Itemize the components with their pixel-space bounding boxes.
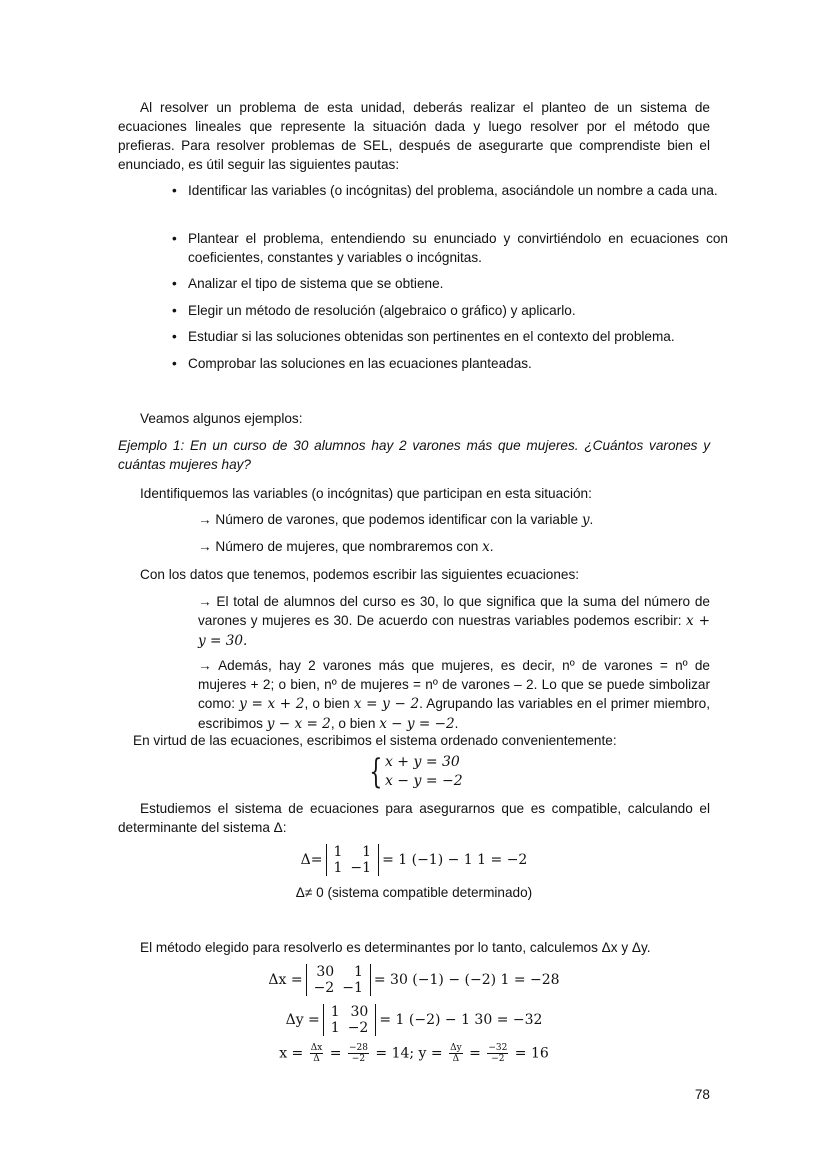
identify-text: Identifiquemos las variables (o incógnitas) que participan en esta situación: [140, 486, 592, 501]
numerator: −28 [348, 1043, 368, 1053]
math: x − y = −2 [379, 716, 455, 732]
denominator: Δ [313, 1054, 320, 1064]
estudiemos-text: Estudiemos el sistema de ecuaciones para asegurarnos que es compatible, calculando el determinante del sistema Δ: [118, 801, 710, 835]
equation-1-paragraph [198, 592, 710, 651]
denominator: −2 [351, 1054, 366, 1064]
equation-system [0, 753, 828, 791]
arrow-icon: → [198, 512, 212, 527]
delta-x-equation [0, 964, 828, 996]
denominator: −2 [491, 1054, 505, 1064]
bullet-item [170, 301, 728, 320]
result: = 1 (−2) − 1 30 = −32 [379, 1012, 543, 1028]
bullet-icon: • [172, 329, 177, 344]
cell: 1 [353, 964, 363, 980]
cell: −1 [350, 860, 372, 876]
intro-paragraph: Al resolver un problema de esta unidad, deberás realizar el planteo de un sistema de ecuaciones lineales que represente la situación dada y luego resolver por el método que prefieras. Para resolver problemas de SEL, después de asegurarte que comprendiste bien el enunciado, es útil seguir las siguientes pautas: [118, 100, 710, 172]
numerator: −32 [488, 1043, 508, 1053]
math: x + y = 30. [198, 613, 710, 649]
text: = [329, 1045, 342, 1062]
text: . [454, 716, 459, 731]
text: = 14; y = [375, 1045, 443, 1062]
fraction [449, 1043, 463, 1064]
bullet-item [170, 274, 728, 293]
punct: . [489, 539, 494, 554]
var-text: Número de varones, que podemos identificar con la variable [215, 512, 582, 527]
example-statement: Ejemplo 1: En un curso de 30 alumnos hay 2 varones más que mujeres. ¿Cuántos varones y cuántas mujeres hay? [118, 438, 710, 472]
bullet-text: Comprobar las soluciones en las ecuaciones planteadas. [188, 356, 532, 371]
determinant [306, 964, 371, 996]
label: Δy = [285, 1012, 320, 1028]
page-number: 78 [694, 1087, 710, 1102]
brace-icon: { [369, 752, 383, 792]
cell: 1 [333, 844, 343, 860]
equation-2-paragraph [198, 656, 710, 734]
punct: . [589, 512, 594, 527]
cell: −2 [347, 1020, 369, 1036]
bullet-icon: • [172, 356, 177, 371]
fraction [348, 1043, 369, 1064]
bullet-text: Estudiar si las soluciones obtenidas son pertinentes en el contexto del problema. [188, 329, 675, 344]
virtud-text: En virtud de las ecuaciones, escribimos el sistema ordenado convenientemente: [133, 733, 617, 748]
var-symbol: y [581, 512, 590, 528]
numerator: Δx [310, 1043, 323, 1053]
cell: 1 [330, 1004, 340, 1020]
math: y − x = 2 [266, 716, 331, 732]
text: , o bien [304, 696, 354, 711]
cell: 1 [362, 844, 372, 860]
text: , o bien [330, 716, 380, 731]
bullet-item [170, 229, 728, 267]
var-text: Número de mujeres, que nombraremos con [215, 539, 483, 554]
cell: 30 [316, 964, 335, 980]
text: = [469, 1045, 481, 1062]
fraction [310, 1043, 324, 1064]
bullet-item [170, 181, 728, 200]
bullet-icon: • [172, 231, 177, 246]
bullet-item [170, 327, 728, 346]
math: y = x + 2 [239, 696, 305, 712]
variable-y-line [198, 510, 593, 530]
denominator: Δ [452, 1054, 460, 1064]
cell: −2 [313, 980, 335, 996]
arrow-icon: → [198, 594, 212, 609]
examples-heading: Veamos algunos ejemplos: [140, 411, 303, 426]
text: = 16 [514, 1045, 549, 1062]
delta-equation [0, 844, 828, 876]
math: x = y − 2 [353, 696, 420, 712]
variable-x-line [198, 537, 494, 557]
bullet-icon: • [172, 303, 177, 318]
delta-note: Δ≠ 0 (sistema compatible determinado) [295, 885, 533, 900]
solution-equation [0, 1043, 828, 1064]
bullet-text: Elegir un método de resolución (algebraico o gráfico) y aplicarlo. [188, 303, 576, 318]
cell: −1 [342, 980, 363, 996]
arrow-icon: → [198, 539, 212, 554]
bullet-text: Plantear el problema, entendiendo su enunciado y convirtiéndolo en ecuaciones con coeficientes, constantes y variables o incógnitas. [188, 231, 728, 265]
label: Δx = [268, 972, 303, 988]
bullet-text: Analizar el tipo de sistema que se obtiene. [188, 276, 444, 291]
result: = 30 (−1) − (−2) 1 = −28 [373, 972, 560, 988]
result: = 1 (−1) − 1 1 = −2 [382, 852, 528, 868]
fraction [487, 1043, 508, 1064]
bullet-text: Identificar las variables (o incógnitas) del problema, asociándole un nombre a cada una. [188, 183, 718, 198]
arrow-icon: → [198, 658, 212, 673]
determinant [326, 844, 380, 876]
cell: 30 [350, 1004, 369, 1020]
determinant [323, 1004, 377, 1036]
bullet-icon: • [172, 183, 177, 198]
cell: 1 [330, 1020, 340, 1036]
label: Δ= [300, 852, 323, 868]
text: . Agrupando las variables en el primer miembro, escribimos [198, 696, 711, 731]
bullet-icon: • [172, 276, 177, 291]
bullet-item [170, 354, 728, 373]
numerator: Δy [450, 1043, 462, 1053]
text: Además, hay 2 varones más que mujeres, es decir, nº de varones = nº de mujeres + 2; o bien, nº de mujeres = nº de varones – 2. Lo que se puede simbolizar como: [198, 658, 710, 711]
method-text: El método elegido para resolverlo es determinantes por lo tanto, calculemos Δx y Δy. [140, 940, 651, 955]
cell: 1 [333, 860, 343, 876]
text: El total de alumnos del curso es 30, lo que significa que la suma del número de varones y mujeres es 30. De acuerdo con nuestras variables podemos escribir: [198, 594, 710, 628]
var-symbol: x [482, 539, 490, 555]
text: x = [279, 1045, 304, 1062]
data-intro: Con los datos que tenemos, podemos escribir las siguientes ecuaciones: [140, 567, 580, 582]
delta-y-equation [0, 1004, 828, 1036]
system-eq: x − y = −2 [384, 773, 463, 789]
system-eq: x + y = 30 [384, 754, 460, 770]
